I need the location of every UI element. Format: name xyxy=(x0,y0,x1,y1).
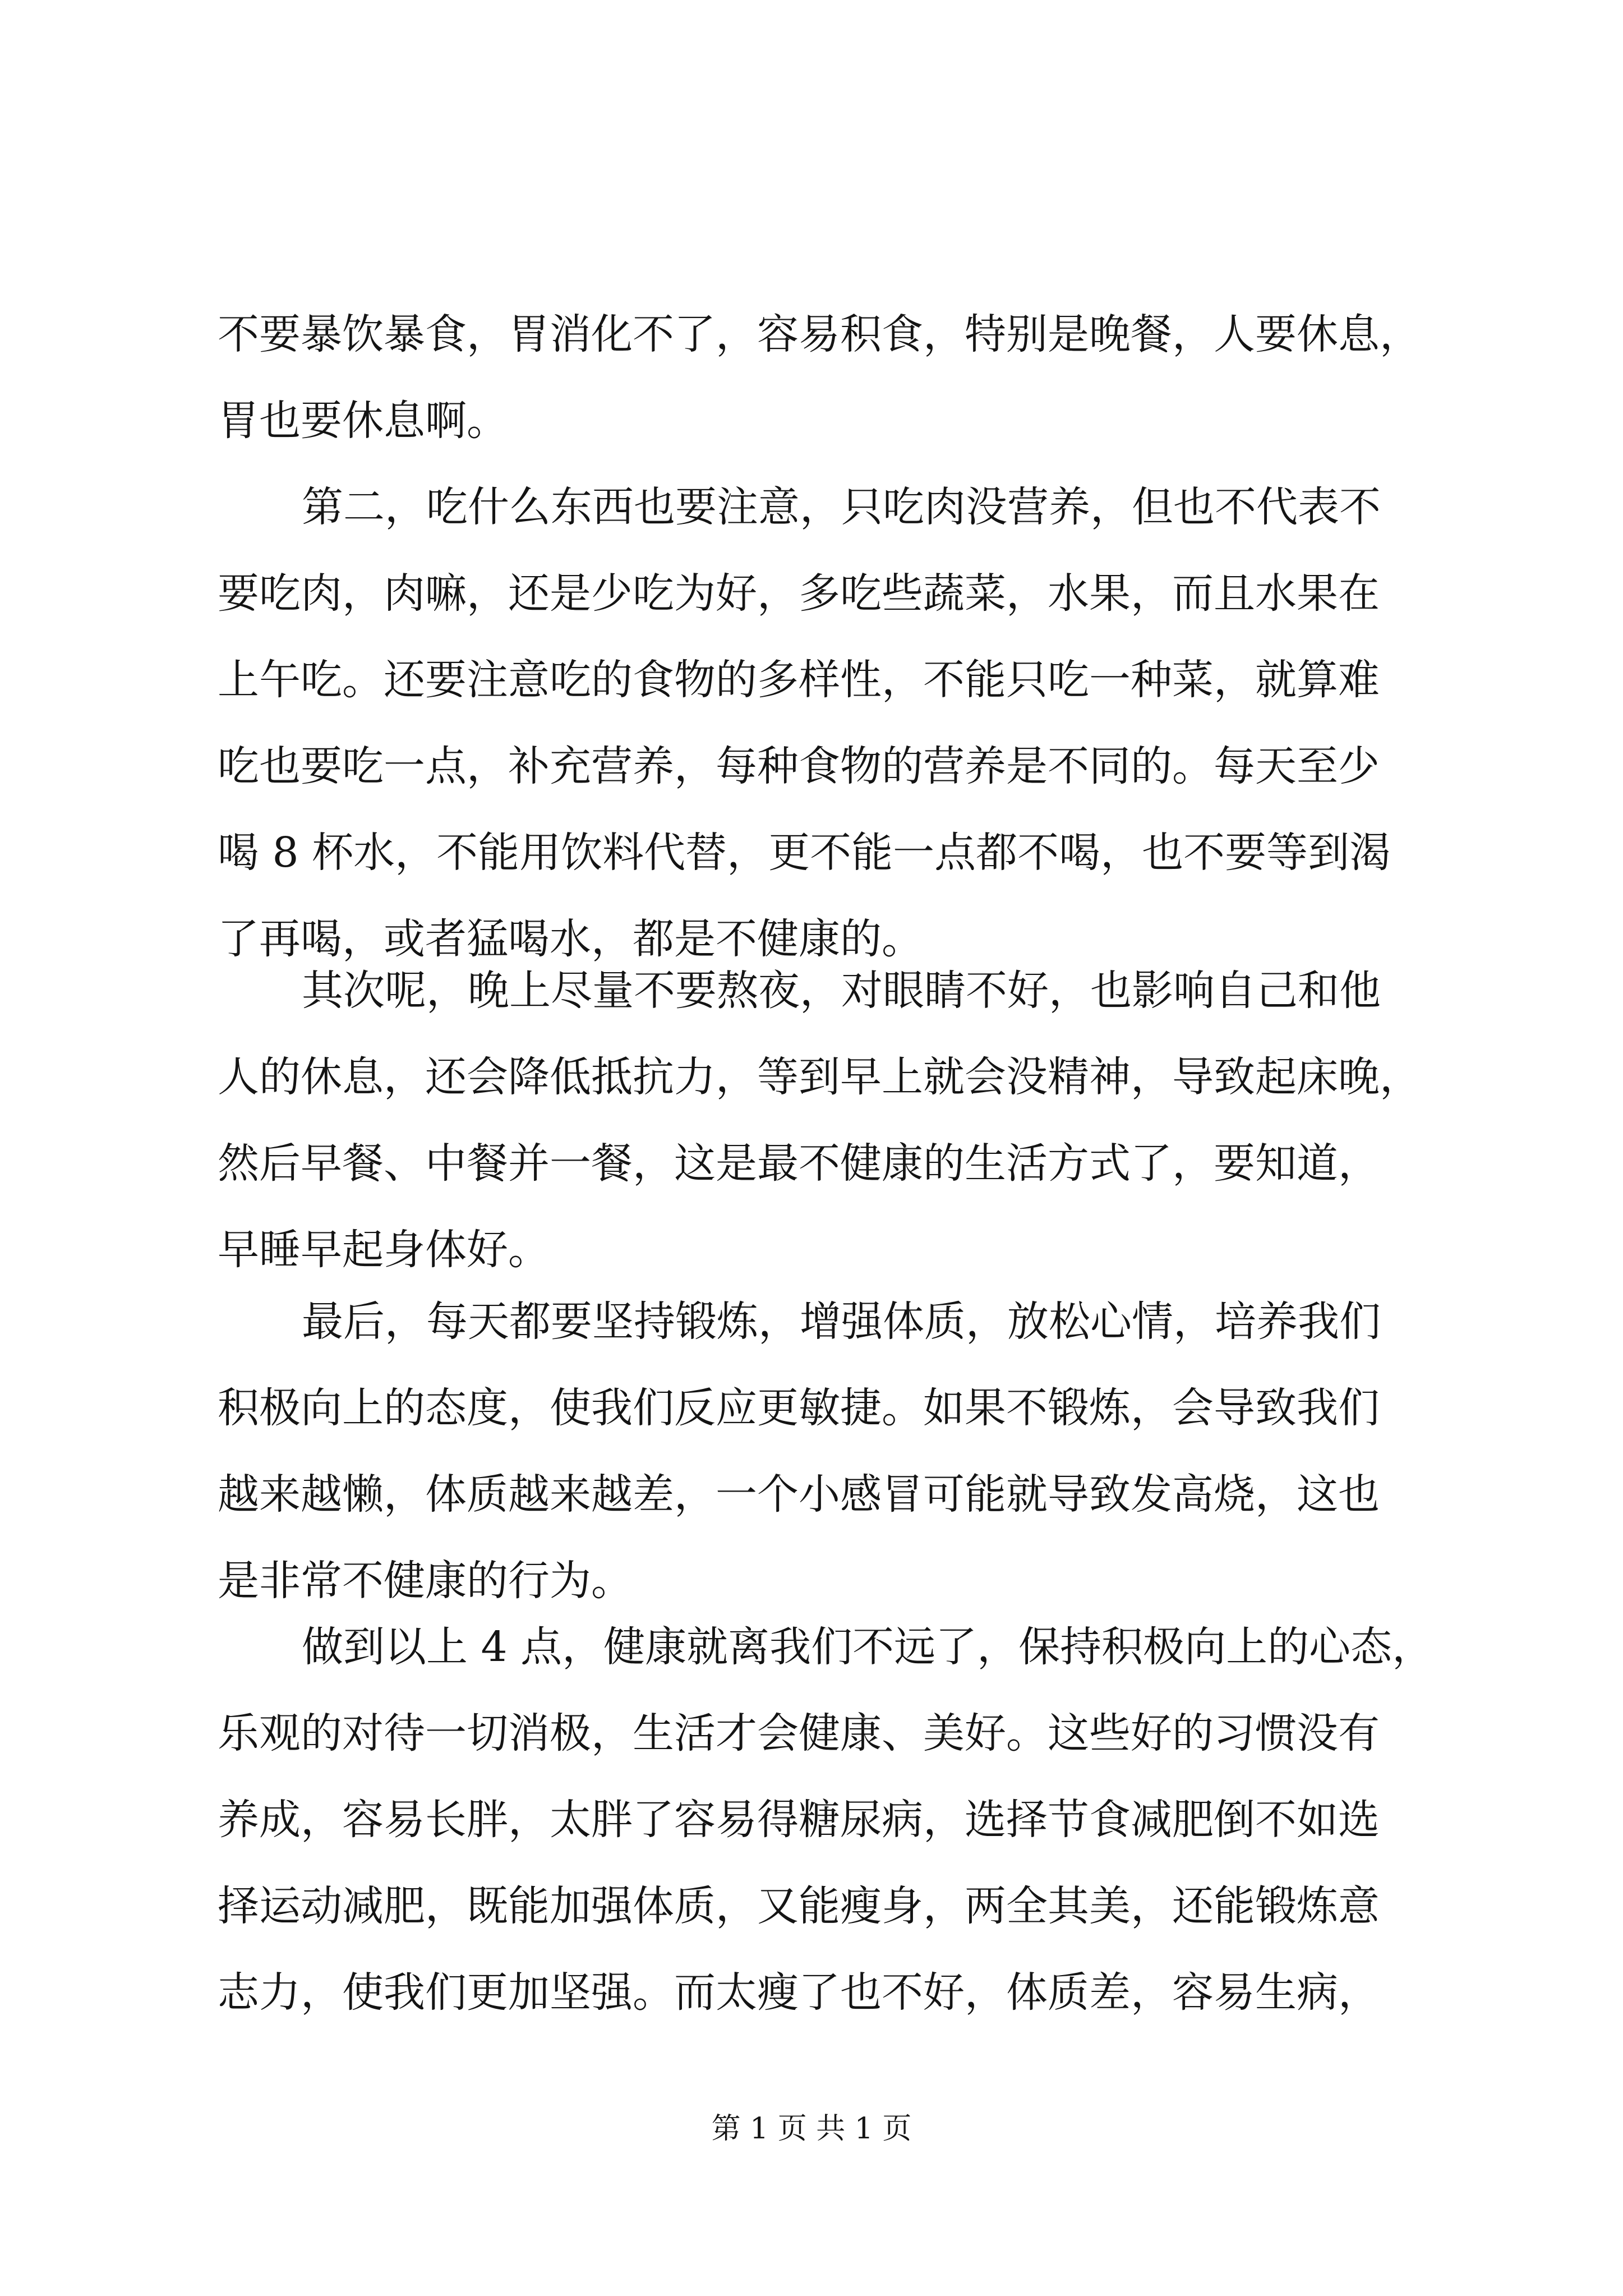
text-line: 早睡早起身体好。 xyxy=(218,1226,550,1274)
text-line: 胃也要休息啊。 xyxy=(218,397,508,445)
text-line: 喝 8 杯水，不能用饮料代替，更不能一点都不喝，也不要等到渴 xyxy=(218,829,1391,877)
text-line: 人的休息，还会降低抵抗力，等到早上就会没精神，导致起床晚， xyxy=(218,1053,1421,1101)
text-line: 了再喝，或者猛喝水，都是不健康的。 xyxy=(218,915,923,963)
text-line: 吃也要吃一点，补充营养，每种食物的营养是不同的。每天至少 xyxy=(218,742,1380,790)
paragraph-start-line: 第二，吃什么东西也要注意，只吃肉没营养，但也不代表不 xyxy=(302,483,1381,531)
text-line: 是非常不健康的行为。 xyxy=(218,1557,633,1605)
text-line: 养成，容易长胖，太胖了容易得糖尿病，选择节食减肥倒不如选 xyxy=(218,1796,1380,1844)
paragraph-start-line: 最后，每天都要坚持锻炼，增强体质，放松心情，培养我们 xyxy=(302,1297,1381,1346)
text-line: 不要暴饮暴食，胃消化不了，容易积食，特别是晚餐，人要休息， xyxy=(218,310,1421,358)
text-line: 积极向上的态度，使我们反应更敏捷。如果不锻炼，会导致我们 xyxy=(218,1384,1380,1432)
text-line: 要吃肉，肉嘛，还是少吃为好，多吃些蔬菜，水果，而且水果在 xyxy=(218,569,1380,618)
text-line: 上午吃。还要注意吃的食物的多样性，不能只吃一种菜，就算难 xyxy=(218,656,1380,704)
text-line: 越来越懒，体质越来越差，一个小感冒可能就导致发高烧，这也 xyxy=(218,1470,1380,1519)
text-line: 志力，使我们更加坚强。而太瘦了也不好，体质差，容易生病， xyxy=(218,1968,1380,2017)
page-number-footer: 第 1 页 共 1 页 xyxy=(711,2112,912,2146)
paragraph-start-line: 做到以上 4 点，健康就离我们不远了，保持积极向上的心态， xyxy=(302,1623,1434,1671)
text-line: 乐观的对待一切消极，生活才会健康、美好。这些好的习惯没有 xyxy=(218,1709,1380,1757)
paragraph-start-line: 其次呢，晚上尽量不要熬夜，对眼睛不好，也影响自己和他 xyxy=(302,967,1381,1015)
text-line: 然后早餐、中餐并一餐，这是最不健康的生活方式了，要知道， xyxy=(218,1139,1380,1188)
text-line: 择运动减肥，既能加强体质，又能瘦身，两全其美，还能锻炼意 xyxy=(218,1882,1380,1930)
